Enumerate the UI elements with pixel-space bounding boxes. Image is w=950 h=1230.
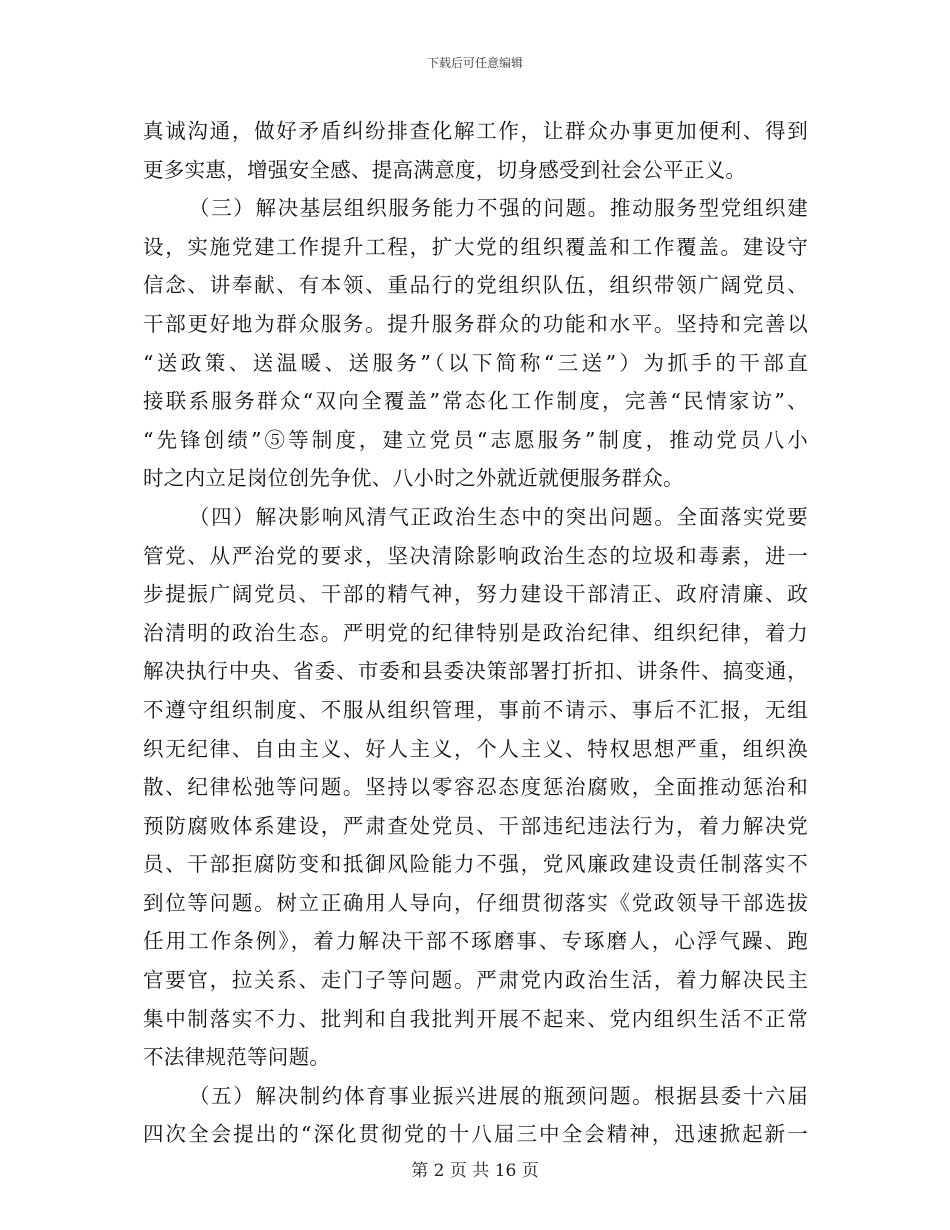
text-line: 更多实惠，增强安全感、提高满意度，切身感受到社会公平正义。 xyxy=(143,157,747,182)
text-line: 四次全会提出的“深化贯彻党的十八届三中全会精神，迅速掀起新一 xyxy=(143,1122,808,1147)
section-heading-line: （四）解决影响风清气正政治生态中的突出问题。全面落实党要 xyxy=(189,504,808,529)
text-line: 步提振广阔党员、干部的精气神，努力建设干部清正、政府清廉、政 xyxy=(143,582,808,607)
text-line: 管党、从严治党的要求，坚决清除影响政治生态的垃圾和毒素，进一 xyxy=(143,543,808,568)
text-line: “先锋创绩”⑤等制度，建立党员“志愿服务”制度，推动党员八小 xyxy=(143,427,808,452)
text-line: 时之内立足岗位创先争优、八小时之外就近就便服务群众。 xyxy=(143,466,684,491)
text-line: 干部更好地为群众服务。提升服务群众的功能和水平。坚持和完善以 xyxy=(143,311,808,336)
text-line: 真诚沟通，做好矛盾纠纷排查化解工作，让群众办事更加便利、得到 xyxy=(143,119,808,143)
section-heading-line: （三）解决基层组织服务能力不强的问题。推动服务型党组织建 xyxy=(189,196,808,221)
text-line: 官要官，拉关系、走门子等问题。严肃党内政治生活，着力解决民主 xyxy=(143,968,808,993)
text-line: 员、干部拒腐防变和抵御风险能力不强，党风廉政建设责任制落实不 xyxy=(143,852,808,877)
text-line: 接联系服务群众“双向全覆盖”常态化工作制度，完善“民情家访”、 xyxy=(143,389,808,414)
text-line: 预防腐败体系建设，严肃查处党员、干部违纪违法行为，着力解决党 xyxy=(143,813,808,838)
text-line: 散、纪律松弛等问题。坚持以零容忍态度惩治腐败，全面推动惩治和 xyxy=(143,775,808,800)
header-note: 下载后可任意编辑 xyxy=(426,56,523,70)
text-line: 设，实施党建工作提升工程，扩大党的组织覆盖和工作覆盖。建设守 xyxy=(143,234,808,259)
page-number: 第 2 页 共 16 页 xyxy=(411,1161,539,1181)
section-heading-line: （五）解决制约体育事业振兴进展的瓶颈问题。根据县委十六届 xyxy=(189,1083,808,1108)
document-body xyxy=(143,112,808,1154)
text-line: 信念、讲奉献、有本领、重品行的党组织队伍，组织带领广阔党员、 xyxy=(143,273,808,298)
text-line: 不法律规范等问题。 xyxy=(143,1045,331,1070)
text-line: 集中制落实不力、批判和自我批判开展不起来、党内组织生活不正常 xyxy=(143,1006,808,1031)
text-line: 解决执行中央、省委、市委和县委决策部署打折扣、讲条件、搞变通， xyxy=(143,659,808,684)
text-line: 织无纪律、自由主义、好人主义，个人主义、特权思想严重，组织涣 xyxy=(143,736,808,761)
text-line: 不遵守组织制度、不服从组织管理，事前不请示、事后不汇报，无组 xyxy=(143,697,808,722)
text-line: 治清明的政治生态。严明党的纪律特别是政治纪律、组织纪律，着力 xyxy=(143,620,808,645)
text-line: 任用工作条例》，着力解决干部不琢磨事、专琢磨人，心浮气躁、跑 xyxy=(143,929,808,954)
text-line: 到位等问题。树立正确用人导向，仔细贯彻落实《党政领导干部选拔 xyxy=(143,890,808,915)
text-line: “送政策、送温暖、送服务”（以下简称“三送”）为抓手的干部直 xyxy=(143,350,808,375)
